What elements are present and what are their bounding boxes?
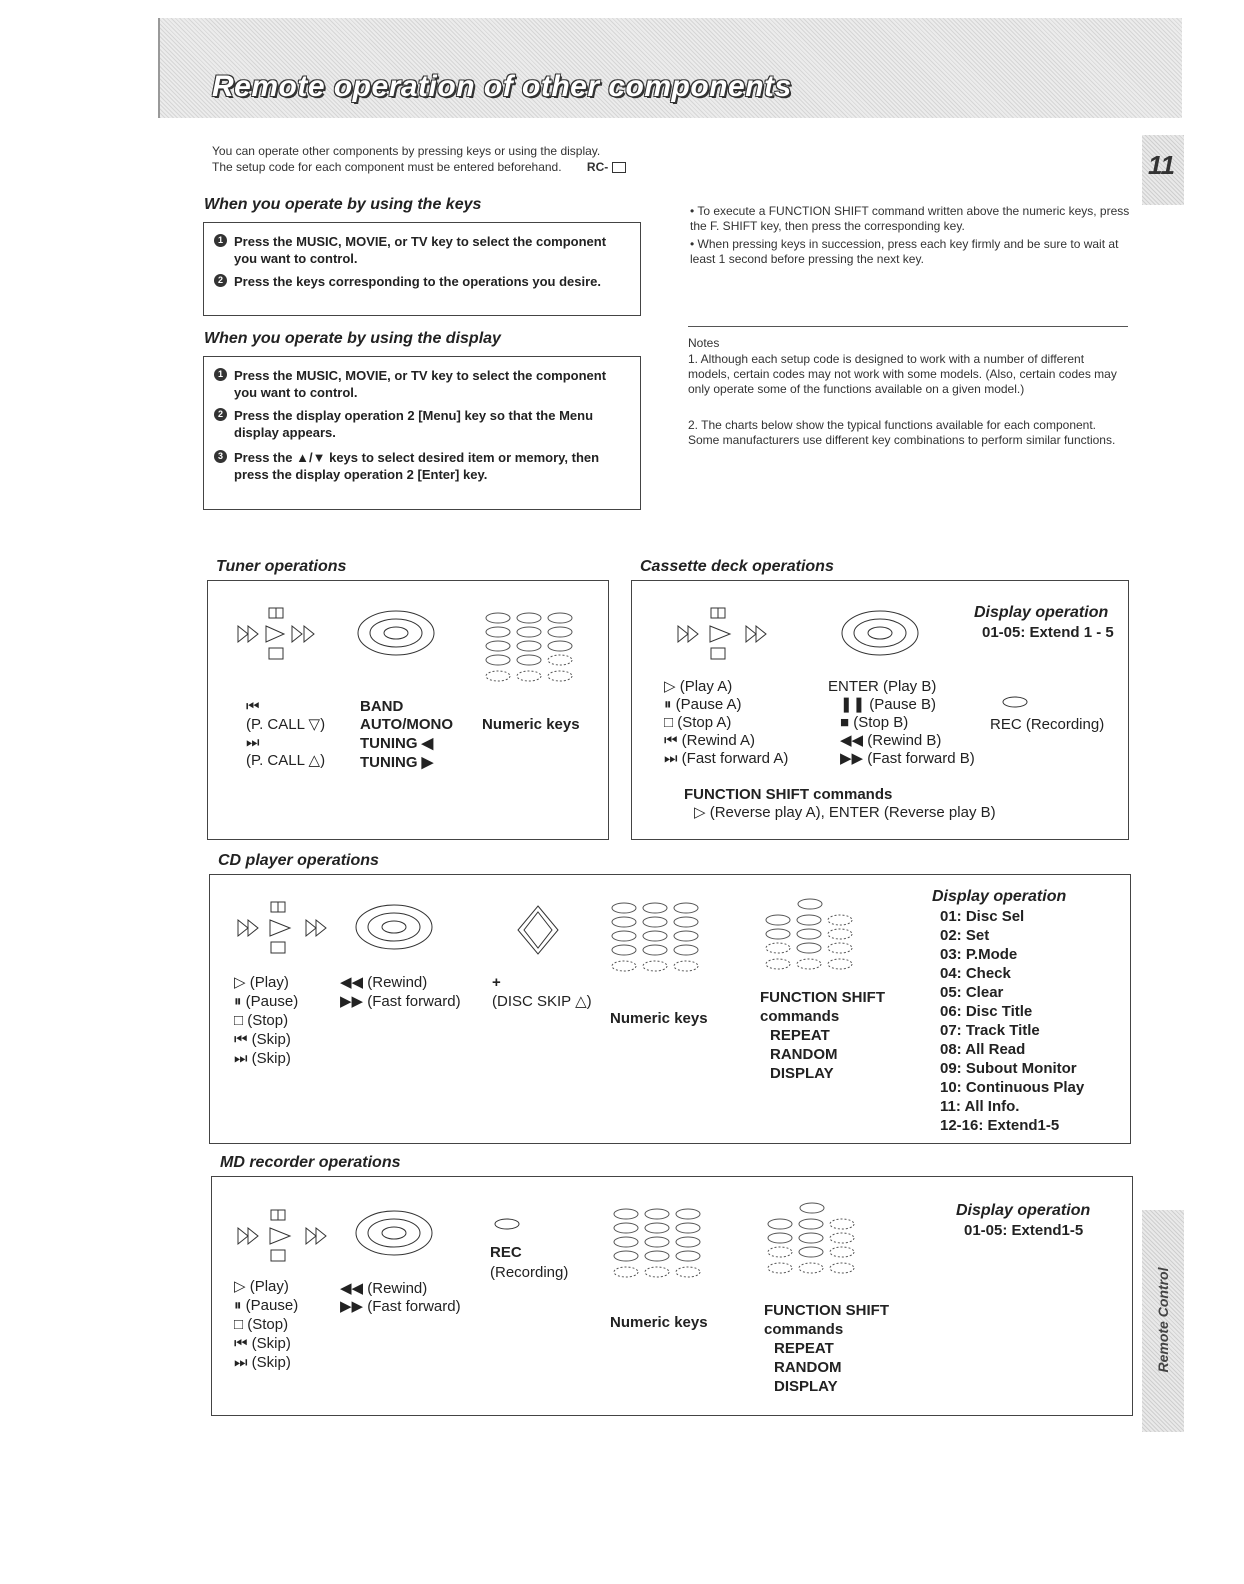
cd-display-item: 05: Clear (940, 984, 1004, 1001)
cd-display-item: 08: All Read (940, 1041, 1026, 1058)
cd-display-title: Display operation (932, 888, 1067, 905)
display-step-1 (214, 367, 630, 401)
step-number-icon: 1 (214, 234, 227, 247)
cd-plus: + (492, 974, 501, 991)
intro-line-2-text: The setup code for each component must be entered beforehand. (212, 160, 562, 174)
cd-pause: ⏸ (Pause) (234, 993, 299, 1010)
step-number-icon: 3 (214, 450, 227, 463)
display-step-2 (214, 407, 630, 441)
cursor-pad-icon (354, 902, 434, 952)
tuner-key-next: ⏭ (246, 734, 260, 751)
md-rec-sub: (Recording) (490, 1264, 569, 1281)
cursor-pad-icon (840, 608, 920, 658)
cursor-pad-icon (356, 608, 436, 658)
cd-fs-2: commands (760, 1008, 840, 1025)
cassette-fs-line: ▷ (Reverse play A), ENTER (Reverse play B) (694, 804, 996, 821)
transport-keys-icon (236, 606, 326, 662)
bullet-1: • To execute a FUNCTION SHIFT command written above the numeric keys, press the F. SHIFT key, then press the corresponding key. (690, 204, 1130, 233)
md-fs-3: REPEAT (774, 1340, 834, 1357)
cd-skip-back: ⏮ (Skip) (234, 1031, 291, 1048)
md-fast-forward: ▶▶ (Fast forward) (340, 1298, 461, 1315)
tuner-tuning-down: TUNING ◀ (360, 735, 434, 752)
step-text: Press the ▲/▼ keys to select desired item or memory, then press the display operation 2 [Enter] key. (234, 450, 600, 482)
page-title: Remote operation of other components (212, 70, 792, 103)
cassette-row-b-2: ❚❚ (Pause B) (840, 696, 936, 713)
md-display-title: Display operation (956, 1202, 1091, 1219)
cassette-row-b-1: ENTER (Play B) (828, 678, 937, 695)
md-fs-4: RANDOM (774, 1359, 842, 1376)
step-number-icon: 2 (214, 274, 227, 287)
tuner-tuning-up: TUNING ▶ (360, 754, 434, 771)
cd-display-item: 03: P.Mode (940, 946, 1018, 963)
cd-display-item: 02: Set (940, 927, 990, 944)
display-steps-box (203, 356, 641, 510)
step-text: Press the display operation 2 [Menu] key so that the Menu display appears. (234, 408, 594, 440)
cassette-row-b-3: ■ (Stop B) (840, 714, 909, 731)
cassette-fs-title: FUNCTION SHIFT commands (684, 786, 893, 803)
md-title: MD recorder operations (220, 1154, 401, 1171)
tuner-auto-mono: AUTO/MONO (360, 716, 454, 733)
cassette-row-a-3: □ (Stop A) (664, 714, 732, 731)
cd-display-item: 04: Check (940, 965, 1011, 982)
tuner-key-pcall-down: (P. CALL ▽) (246, 716, 326, 733)
cd-rewind: ◀◀ (Rewind) (340, 974, 428, 991)
cd-numeric-keys: Numeric keys (610, 1010, 708, 1027)
md-rec: REC (490, 1244, 522, 1261)
intro-line-1: You can operate other components by pressing keys or using the display. (212, 144, 601, 158)
numeric-keypad-icon (484, 610, 576, 688)
md-skip-fwd: ⏭ (Skip) (234, 1354, 291, 1371)
cursor-pad-icon (354, 1208, 434, 1258)
intro-line-2 (212, 160, 626, 174)
notes-title: Notes (688, 336, 720, 350)
md-fs-5: DISPLAY (774, 1378, 838, 1395)
display-step-3 (214, 449, 630, 483)
cd-display-item: 11: All Info. (940, 1098, 1020, 1115)
md-fs-1: FUNCTION SHIFT (764, 1302, 889, 1319)
cd-display-item: 06: Disc Title (940, 1003, 1033, 1020)
rec-key-icon (1002, 696, 1028, 708)
function-shift-keypad-icon (764, 896, 856, 978)
cd-disc-skip: (DISC SKIP △) (492, 993, 592, 1010)
bullet-2: • When pressing keys in succession, press each key firmly and be sure to wait at least 1 second before pressing the next key. (690, 237, 1119, 266)
intro-ref: RC- (586, 160, 609, 174)
cd-display-item: 09: Subout Monitor (940, 1060, 1077, 1077)
numeric-keypad-icon (610, 900, 702, 978)
cd-play: ▷ (Play) (234, 974, 289, 991)
md-skip-back: ⏮ (Skip) (234, 1335, 291, 1352)
note-1: 1. Although each setup code is designed to work with a number of different models, certain codes may not work with some models. (Also, certain codes may only operate some of the functions available on a given model.) (688, 352, 1117, 396)
keys-step-2 (214, 273, 630, 290)
tuner-key-pcall-up: (P. CALL △) (246, 752, 326, 769)
md-rewind: ◀◀ (Rewind) (340, 1280, 428, 1297)
cd-title: CD player operations (218, 852, 379, 869)
step-text: Press the MUSIC, MOVIE, or TV key to select the component you want to control. (234, 368, 607, 400)
cd-display-item: 10: Continuous Play (940, 1079, 1085, 1096)
cd-stop: □ (Stop) (234, 1012, 289, 1029)
tuner-key-prev: ⏮ (246, 698, 260, 715)
transport-keys-icon (236, 900, 326, 956)
display-heading: When you operate by using the display (204, 330, 501, 347)
cd-display-item: 01: Disc Sel (940, 908, 1025, 925)
step-text: Press the keys corresponding to the operations you desire. (234, 274, 601, 289)
cd-fs-5: DISPLAY (770, 1065, 834, 1082)
cassette-rec: REC (Recording) (990, 716, 1105, 733)
cassette-display-title: Display operation (974, 604, 1109, 621)
function-shift-keypad-icon (766, 1200, 858, 1282)
rec-key-icon (494, 1218, 520, 1230)
cassette-title: Cassette deck operations (640, 558, 834, 575)
bullet-text: When pressing keys in succession, press each key firmly and be sure to wait at least 1 second before pressing the next key. (690, 237, 1119, 266)
book-icon (612, 162, 626, 173)
step-number-icon: 1 (214, 368, 227, 381)
transport-keys-icon (676, 606, 766, 662)
cd-fs-4: RANDOM (770, 1046, 838, 1063)
side-tab-label: Remote Control (1155, 1267, 1171, 1373)
tuner-numeric-keys: Numeric keys (482, 716, 580, 733)
step-number-icon: 2 (214, 408, 227, 421)
transport-keys-icon (236, 1208, 326, 1264)
cassette-row-a-4: ⏮ (Rewind A) (664, 732, 756, 749)
disc-skip-key-icon (516, 904, 560, 956)
md-play: ▷ (Play) (234, 1278, 289, 1295)
md-fs-2: commands (764, 1321, 844, 1338)
note-2: 2. The charts below show the typical functions available for each component. Some manufacturers use different key combinations to perform similar functions. (688, 418, 1116, 447)
md-display-item: 01-05: Extend1-5 (964, 1222, 1084, 1239)
keys-step-1 (214, 233, 630, 267)
cassette-row-b-5: ▶▶ (Fast forward B) (840, 750, 975, 767)
bullet-text: To execute a FUNCTION SHIFT command written above the numeric keys, press the F. SHIFT key, then press the corresponding key. (690, 204, 1130, 233)
cassette-display-item: 01-05: Extend 1 - 5 (982, 624, 1114, 641)
cd-skip-fwd: ⏭ (Skip) (234, 1050, 291, 1067)
tuner-band: BAND (360, 698, 404, 715)
cassette-row-a-1: ▷ (Play A) (664, 678, 733, 695)
numeric-keypad-icon (612, 1206, 704, 1284)
cassette-row-a-2: ⏸ (Pause A) (664, 696, 742, 713)
tuner-title: Tuner operations (216, 558, 347, 575)
md-stop: □ (Stop) (234, 1316, 289, 1333)
notes-divider (688, 326, 1128, 327)
page-number: 11 (1148, 150, 1175, 180)
cd-fast-forward: ▶▶ (Fast forward) (340, 993, 461, 1010)
md-numeric-keys: Numeric keys (610, 1314, 708, 1331)
md-pause: ⏸ (Pause) (234, 1297, 299, 1314)
step-text: Press the MUSIC, MOVIE, or TV key to select the component you want to control. (234, 234, 607, 266)
cd-fs-3: REPEAT (770, 1027, 830, 1044)
cd-display-item: 07: Track Title (940, 1022, 1040, 1039)
cassette-row-a-5: ⏭ (Fast forward A) (664, 750, 789, 767)
cassette-row-b-4: ◀◀ (Rewind B) (840, 732, 942, 749)
keys-heading: When you operate by using the keys (204, 196, 482, 213)
cd-display-item: 12-16: Extend1-5 (940, 1117, 1060, 1134)
keys-steps-box (203, 222, 641, 316)
cd-fs-1: FUNCTION SHIFT (760, 989, 885, 1006)
